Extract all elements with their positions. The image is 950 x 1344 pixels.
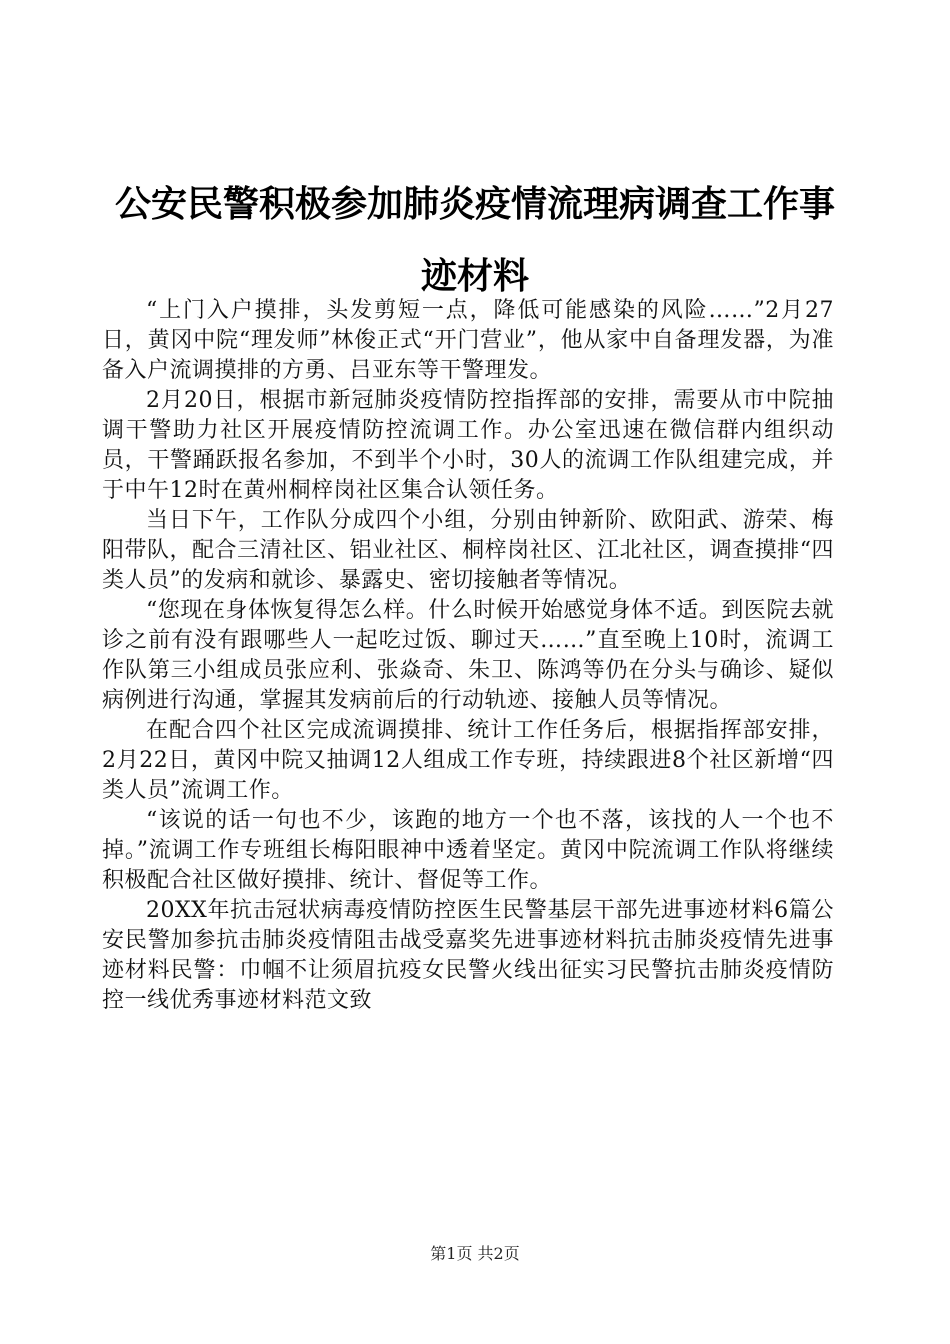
paragraph: “上门入户摸排，头发剪短一点，降低可能感染的风险……”2月27日，黄冈中院“理发师”林俊正式“开门营业”，他从家中自备理发器，为准备入户流调摸排的方勇、吕亚东等干警理发。 <box>102 298 834 383</box>
paragraph: “您现在身体恢复得怎么样。什么时候开始感觉身体不适。到医院去就诊之前有没有跟哪些人一起吃过饭、聊过天……”直至晚上10时，流调工作队第三小组成员张应利、张焱奇、朱卫、陈鸿等仍在分头与确诊、疑似病例进行沟通，掌握其发病前后的行动轨迹、接触人员等情况。 <box>102 598 834 713</box>
paragraph: 20XX年抗击冠状病毒疫情防控医生民警基层干部先进事迹材料6篇公安民警加参抗击肺炎疫情阻击战受嘉奖先进事迹材料抗击肺炎疫情先进事迹材料民警：巾帼不让须眉抗疫女民警火线出征实习民警抗击肺炎疫情防控一线优秀事迹材料范文致 <box>102 898 834 1013</box>
paragraph: 当日下午，工作队分成四个小组，分别由钟新阶、欧阳武、游荣、梅阳带队，配合三清社区、铝业社区、桐梓岗社区、江北社区，调查摸排“四类人员”的发病和就诊、暴露史、密切接触者等情况。 <box>102 508 834 593</box>
page-number-footer: 第1页 共2页 <box>430 1244 520 1263</box>
paragraph: 2月20日，根据市新冠肺炎疫情防控指挥部的安排，需要从市中院抽调干警助力社区开展疫情防控流调工作。办公室迅速在微信群内组织动员，干警踊跃报名参加，不到半个小时，30人的流调工作队组建完成，并于中午12时在黄州桐梓岗社区集合认领任务。 <box>102 388 834 503</box>
document-title: 公安民警积极参加肺炎疫情流理病调查工作事迹材料 <box>114 183 835 297</box>
document-body <box>102 296 834 1016</box>
paragraph: 在配合四个社区完成流调摸排、统计工作任务后，根据指挥部安排，2月22日，黄冈中院又抽调12人组成工作专班，持续跟进8个社区新增“四类人员”流调工作。 <box>102 718 834 803</box>
paragraph: “该说的话一句也不少，该跑的地方一个也不落，该找的人一个也不掉。”流调工作专班组长梅阳眼神中透着坚定。黄冈中院流调工作队将继续积极配合社区做好摸排、统计、督促等工作。 <box>102 808 834 893</box>
